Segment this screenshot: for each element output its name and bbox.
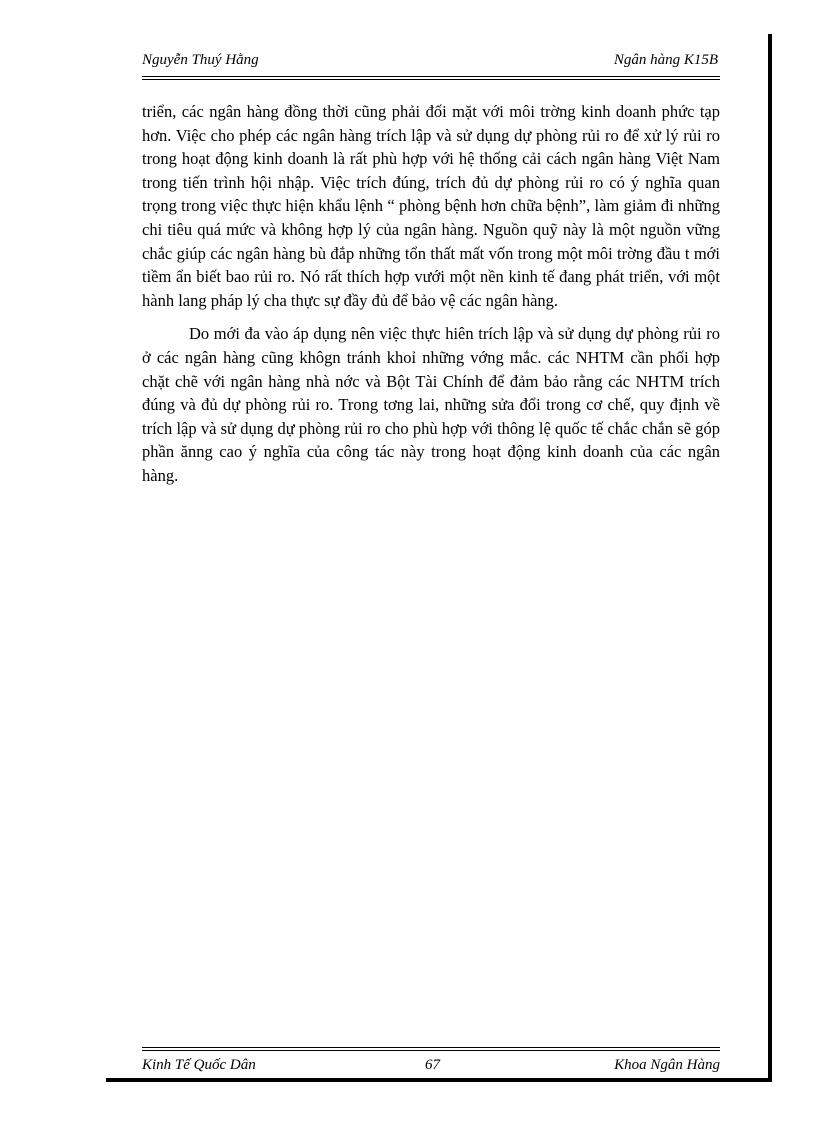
footer-university: Kinh Tế Quốc Dân bbox=[142, 1057, 256, 1073]
page-number: 67 bbox=[425, 1057, 440, 1073]
paragraph-2: Do mới đa vào áp dụng nên việc thực hiên trích lập và sử dụng dự phòng rủi ro ở các ngân hàng cũng khôgn tránh khoỉ những vớng mắc. các NHTM cần phối hợp chặt chẽ với ngân hàng nhà nớc và Bột Tài Chính để đảm bảo rằng các NHTM trích đúng và đủ dự phòng rủi ro. Trong tơng lai, những sửa đổi trong cơ chế, quy định về trích lập và sử dụng dự phòng rủi ro cho phù hợp với thông lệ quốc tế chắc chắn sẽ góp phần ănng cao ý nghĩa của công tác này trong hoạt động kinh doanh của các ngân hàng. bbox=[142, 324, 720, 485]
header-author: Nguyễn Thuý Hằng bbox=[142, 52, 259, 68]
document-body bbox=[142, 100, 720, 498]
page-shadow-right bbox=[768, 34, 772, 1080]
page-shadow-bottom bbox=[106, 1078, 772, 1082]
footer-faculty: Khoa Ngân Hàng bbox=[614, 1057, 720, 1073]
footer-rule bbox=[142, 1047, 720, 1051]
header-class: Ngân hàng K15B bbox=[613, 52, 718, 68]
header-rule bbox=[142, 76, 720, 80]
paragraph-1: triển, các ngân hàng đồng thời cũng phải đối mặt với môi trờng kinh doanh phức tạp hơn. Việc cho phép các ngân hàng trích lập và sử dụng dự phòng rủi ro để xử lý rủi ro trong hoạt động kinh doanh là rất phù hợp với hệ thống cải cách ngân hàng Việt Nam trong tiến trình hội nhập. Việc trích đúng, trích đủ dự phòng rủi ro có ý nghĩa quan trọng trong việc thực hiện khẩu lệnh “ phòng bệnh hơn chữa bệnh”, làm giảm đi những chi tiêu quá mức và không hợp lý của ngân hàng. Nguồn quỹ này là một nguồn vững chắc giúp các ngân hàng bù đắp những tổn thất mất vốn trong một môi trờng đầu t mới tiềm ẩn biết bao rủi ro. Nó rất thích hợp vưới một nền kinh tế đang phát triển, với một hành lang pháp lý cha thực sự đầy đủ để bảo vệ các ngân hàng. bbox=[142, 102, 720, 310]
page-header bbox=[142, 52, 718, 69]
